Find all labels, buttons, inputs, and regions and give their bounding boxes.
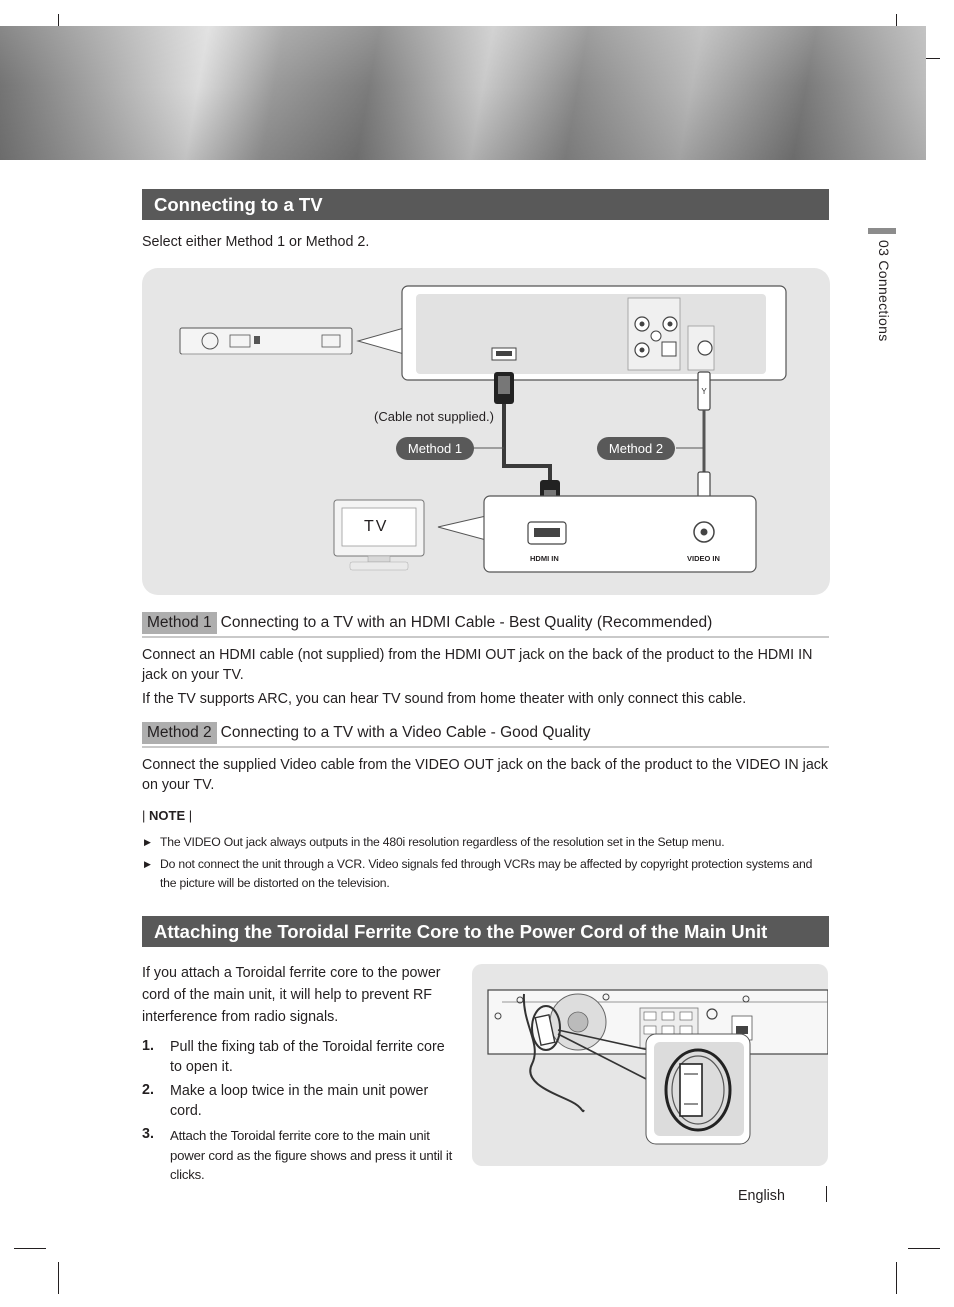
step-1-number: 1. (142, 1038, 154, 1054)
section-title-ferrite-core: Attaching the Toroidal Ferrite Core to the Power Cord of the Main Unit (142, 916, 829, 947)
home-theater-unit-icon (180, 328, 352, 354)
crop-mark (908, 1248, 940, 1249)
crop-mark (14, 1248, 46, 1249)
connection-diagram (142, 268, 830, 595)
method1-tag: Method 1 (142, 612, 217, 634)
method2-tag: Method 2 (142, 722, 217, 744)
footer-language: English (738, 1188, 785, 1204)
section-title-connecting-tv: Connecting to a TV (142, 189, 829, 220)
ferrite-intro: If you attach a Toroidal ferrite core to the power cord of the main unit, it will help to prevent RF interference from radio signals. (142, 965, 441, 1025)
method1-callout: Method 1 (396, 437, 474, 460)
video-cable-icon (698, 372, 710, 510)
note-item-2: Do not connect the unit through a VCR. Video signals fed through VCRs may be affected by copyright protection systems and the picture will be distorted on the television. (160, 857, 813, 890)
footer-divider (826, 1186, 827, 1202)
method1-paragraph-1: Connect an HDMI cable (not supplied) from the HDMI OUT jack on the back of the product to the HDMI IN jack on your TV. (142, 647, 813, 683)
svg-text:Y: Y (701, 387, 707, 396)
header-banner (0, 26, 926, 160)
method1-heading (142, 612, 829, 638)
method1-paragraph-2: If the TV supports ARC, you can hear TV sound from home theater with only connect this cable. (142, 691, 747, 707)
note-item-1: The VIDEO Out jack always outputs in the 480i resolution regardless of the resolution set in the Setup menu. (160, 835, 725, 849)
bullet-arrow-icon: ▶ (144, 859, 151, 869)
method1-heading-text: Connecting to a TV with an HDMI Cable - Best Quality (Recommended) (220, 614, 713, 631)
intro-text: Select either Method 1 or Method 2. (142, 234, 370, 250)
note-label: | NOTE | (142, 808, 193, 823)
rear-panel-zoom (402, 286, 786, 380)
method2-heading (142, 722, 829, 748)
video-in-label: VIDEO IN (687, 554, 720, 563)
step-3-number: 3. (142, 1126, 154, 1142)
cable-note: (Cable not supplied.) (374, 409, 494, 424)
hdmi-cable-icon (494, 372, 560, 512)
crop-mark (58, 1262, 59, 1294)
tv-label: TV (364, 518, 389, 535)
step-2-text: Make a loop twice in the main unit power cord. (170, 1083, 429, 1119)
crop-mark (896, 1262, 897, 1294)
hdmi-in-label: HDMI IN (530, 554, 559, 563)
step-3-text: Attach the Toroidal ferrite core to the main unit power cord as the figure shows and press it until it clicks. (170, 1128, 453, 1182)
method2-callout: Method 2 (597, 437, 675, 460)
step-2-number: 2. (142, 1082, 154, 1098)
step-1-text: Pull the fixing tab of the Toroidal ferrite core to open it. (170, 1039, 445, 1075)
note-label-text: NOTE (149, 808, 186, 823)
method2-paragraph-1: Connect the supplied Video cable from the VIDEO OUT jack on the back of the product to the VIDEO IN jack on your TV. (142, 757, 829, 793)
side-tab-marker (868, 228, 896, 234)
side-tab-label: 03 Connections (876, 240, 892, 342)
method2-heading-text: Connecting to a TV with a Video Cable - Good Quality (220, 724, 591, 741)
bullet-arrow-icon: ▶ (144, 837, 151, 847)
ferrite-core-illustration (472, 964, 828, 1166)
